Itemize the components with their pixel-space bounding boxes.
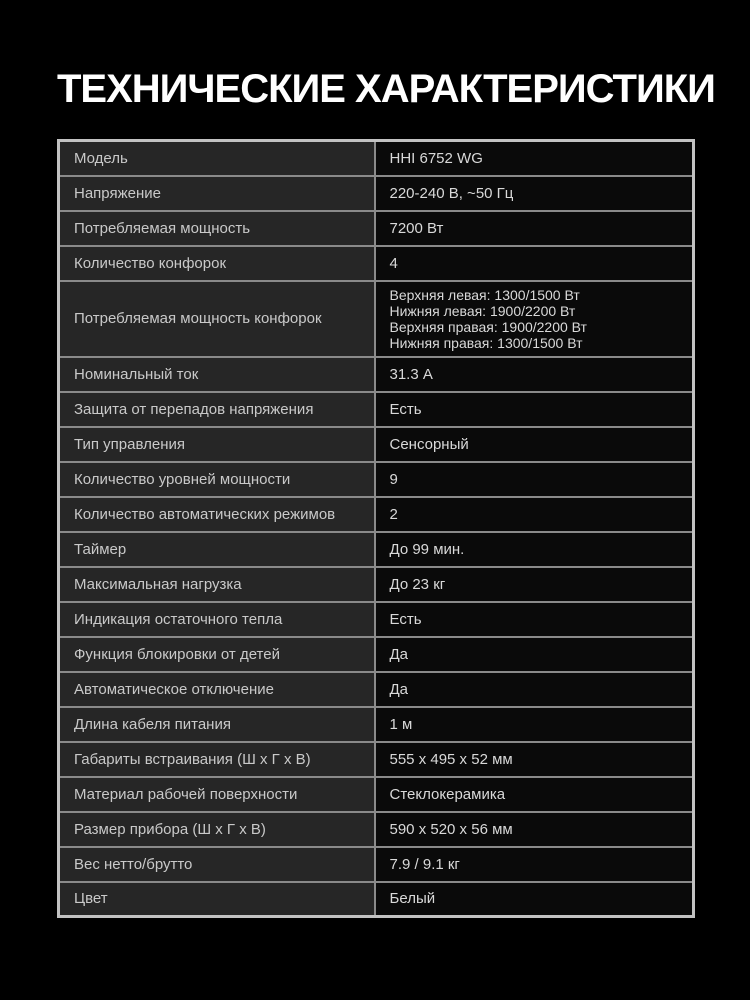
spec-label: Максимальная нагрузка (59, 567, 375, 602)
page-title: ТЕХНИЧЕСКИЕ ХАРАКТЕРИСТИКИ (57, 67, 715, 111)
table-row (59, 812, 694, 847)
table-row (59, 357, 694, 392)
spec-label: Цвет (59, 882, 375, 917)
spec-value: Стеклокерамика (375, 777, 694, 812)
spec-label: Функция блокировки от детей (59, 637, 375, 672)
spec-label: Модель (59, 141, 375, 176)
spec-table-body (59, 141, 694, 917)
spec-value: До 23 кг (375, 567, 694, 602)
spec-label: Количество конфорок (59, 246, 375, 281)
spec-table (57, 139, 695, 918)
spec-value: 220-240 В, ~50 Гц (375, 176, 694, 211)
spec-label: Длина кабеля питания (59, 707, 375, 742)
spec-value: До 99 мин. (375, 532, 694, 567)
table-row (59, 567, 694, 602)
spec-label: Таймер (59, 532, 375, 567)
spec-label: Потребляемая мощность (59, 211, 375, 246)
spec-label: Индикация остаточного тепла (59, 602, 375, 637)
table-row (59, 497, 694, 532)
spec-label: Автоматическое отключение (59, 672, 375, 707)
table-row (59, 141, 694, 176)
spec-value: Есть (375, 392, 694, 427)
spec-value: 1 м (375, 707, 694, 742)
table-row (59, 176, 694, 211)
spec-value: Да (375, 637, 694, 672)
table-row (59, 707, 694, 742)
spec-value: Есть (375, 602, 694, 637)
table-row (59, 602, 694, 637)
table-row (59, 882, 694, 917)
spec-value: 2 (375, 497, 694, 532)
spec-label: Размер прибора (Ш х Г х В) (59, 812, 375, 847)
table-row (59, 392, 694, 427)
spec-value: Да (375, 672, 694, 707)
table-row (59, 672, 694, 707)
table-row (59, 532, 694, 567)
spec-label: Напряжение (59, 176, 375, 211)
spec-value: 9 (375, 462, 694, 497)
table-row (59, 211, 694, 246)
spec-value: Верхняя левая: 1300/1500 Вт Нижняя левая: 1900/2200 Вт Верхняя правая: 1900/2200 Вт Нижняя правая: 1300/1500 Вт (375, 281, 694, 357)
spec-label: Номинальный ток (59, 357, 375, 392)
spec-value: 590 х 520 х 56 мм (375, 812, 694, 847)
spec-value: 7200 Вт (375, 211, 694, 246)
spec-value: 555 х 495 х 52 мм (375, 742, 694, 777)
spec-label: Защита от перепадов напряжения (59, 392, 375, 427)
spec-value: 31.3 А (375, 357, 694, 392)
spec-value: 7.9 / 9.1 кг (375, 847, 694, 882)
table-row (59, 847, 694, 882)
table-row (59, 777, 694, 812)
spec-value: 4 (375, 246, 694, 281)
spec-value: Белый (375, 882, 694, 917)
table-row (59, 742, 694, 777)
table-row (59, 637, 694, 672)
spec-value: Сенсорный (375, 427, 694, 462)
spec-label: Количество уровней мощности (59, 462, 375, 497)
spec-label: Вес нетто/брутто (59, 847, 375, 882)
spec-label: Габариты встраивания (Ш х Г х В) (59, 742, 375, 777)
table-row (59, 427, 694, 462)
table-row (59, 246, 694, 281)
table-row (59, 462, 694, 497)
spec-label: Материал рабочей поверхности (59, 777, 375, 812)
spec-label: Потребляемая мощность конфорок (59, 281, 375, 357)
spec-value: HHI 6752 WG (375, 141, 694, 176)
spec-label: Тип управления (59, 427, 375, 462)
spec-label: Количество автоматических режимов (59, 497, 375, 532)
table-row (59, 281, 694, 357)
